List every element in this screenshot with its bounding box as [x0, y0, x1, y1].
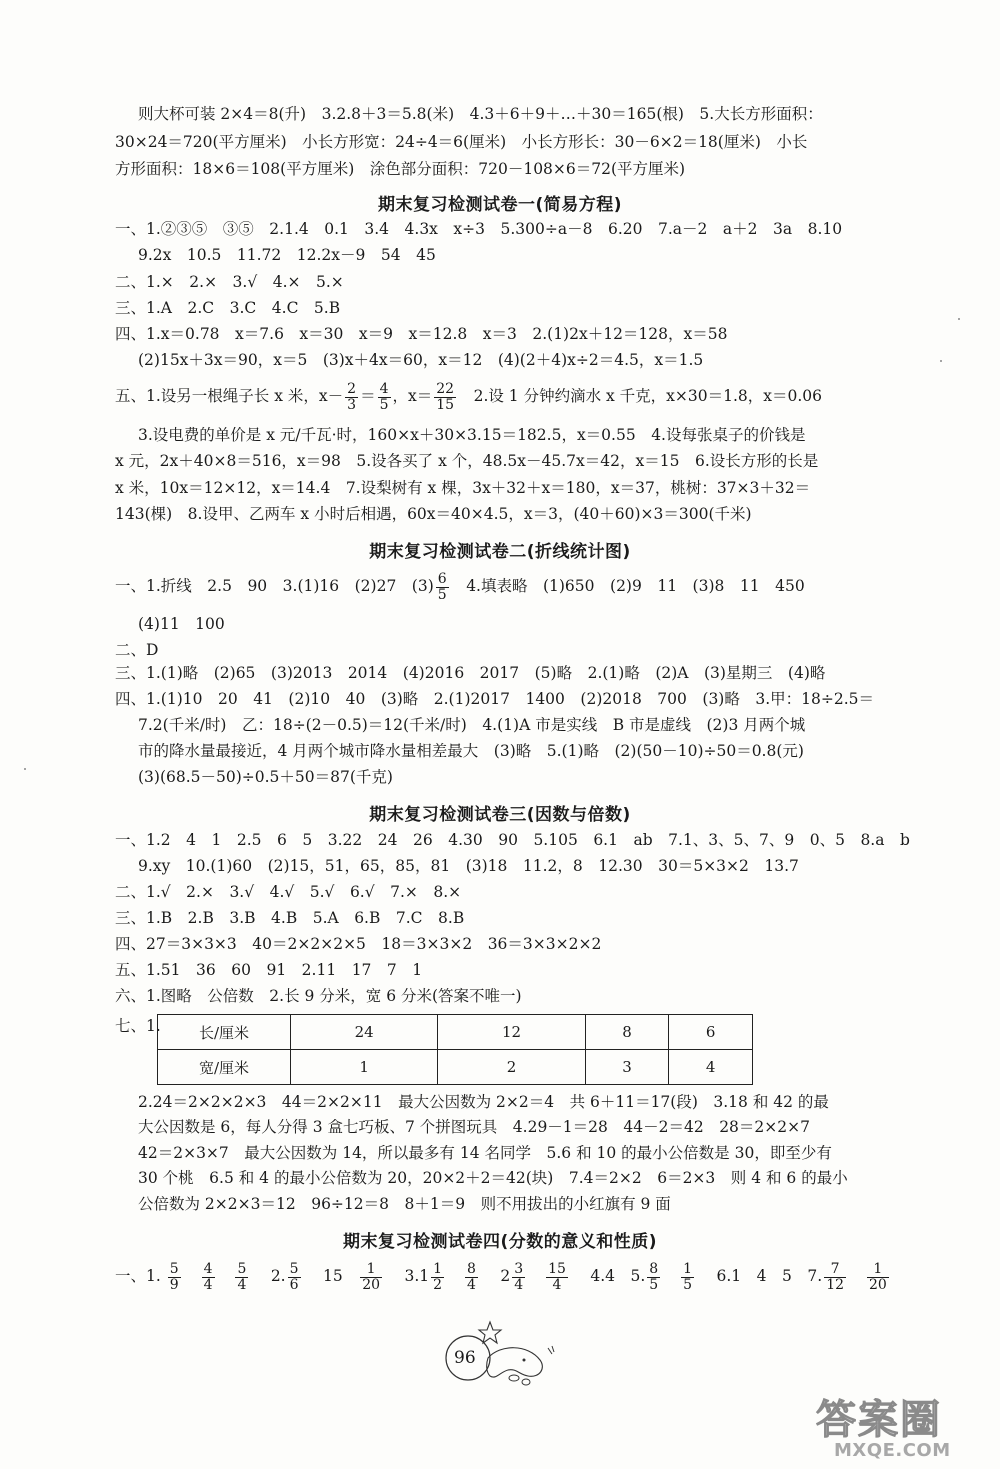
- text: 4.4 5.: [574, 1267, 646, 1286]
- text-line: (4)11 100: [138, 615, 225, 633]
- fraction: [288, 1262, 301, 1292]
- text: 一、1.: [115, 1267, 161, 1286]
- numerator: 7: [824, 1262, 846, 1278]
- numerator: 5: [289, 1261, 299, 1277]
- text-line-with-fractions: [115, 382, 822, 412]
- fraction: [546, 1262, 568, 1292]
- fraction: [465, 1262, 478, 1292]
- denominator: 5: [683, 1276, 693, 1293]
- text-line: 一、1.②③⑤ ③⑤ 2.1.4 0.1 3.4 4.3x x÷3 5.300÷a－8 6.20 7.a－2 a＋2 3a 8.10: [115, 220, 843, 238]
- section-title: 期末复习检测试卷二(折线统计图): [369, 542, 631, 562]
- text: 15: [307, 1267, 359, 1286]
- scan-speck: [24, 768, 26, 770]
- text-line: 则大杯可装 2×4＝8(升) 3.2.8＋3＝5.8(米) 4.3＋6＋9＋…＋30＝165(根) 5.大长方形面积：: [138, 105, 823, 123]
- text-line: (2)15x＋3x＝90，x＝5 (3)x＋4x＝60，x＝12 (4)(2＋4)x÷2＝4.5，x＝1.5: [138, 351, 704, 369]
- text-line: 二、1.√ 2.× 3.√ 4.√ 5.√ 6.√ 7.× 8.×: [115, 883, 462, 901]
- text: 2: [484, 1267, 511, 1286]
- numerator: 3: [514, 1261, 524, 1277]
- text-line: 五、1.51 36 60 91 2.11 17 7 1: [115, 961, 423, 979]
- fraction: [512, 1262, 525, 1292]
- section-title: 期末复习检测试卷四(分数的意义和性质): [342, 1232, 658, 1252]
- fraction: [824, 1262, 846, 1292]
- numerator: 6: [437, 571, 447, 587]
- text-line: x 元，2x＋40×8＝516，x＝98 5.设各买了 x 个，48.5x－45.7x＝42，x＝15 6.设长方形的长是: [115, 452, 819, 470]
- row-header: 长/厘米: [158, 1015, 291, 1050]
- text-line: 3.设电费的单价是 x 元/千瓦·时，160×x＋30×3.15＝182.5，x＝0.55 4.设每张桌子的价钱是: [138, 426, 806, 444]
- text-line: 六、1.图略 公倍数 2.长 9 分米，宽 6 分米(答案不唯一): [115, 987, 522, 1005]
- denominator: 5: [379, 396, 389, 413]
- table-cell: 24: [291, 1015, 438, 1050]
- fraction: [235, 1262, 248, 1292]
- watermark-text: 答案圈: [816, 1397, 942, 1443]
- fraction: [681, 1262, 694, 1292]
- text-line-with-fractions: [115, 572, 805, 602]
- text-line: 42＝2×3×7 最大公因数为 14，所以最多有 14 名同学 5.6 和 10 的最小公倍数是 30，即至少有: [138, 1144, 832, 1162]
- numerator: 15: [548, 1261, 566, 1277]
- text-line: 公倍数为 2×2×3＝12 96÷12＝8 8＋1＝9 则不用拔出的小红旗有 9 面: [138, 1195, 671, 1213]
- table-cell: 6: [669, 1015, 753, 1050]
- denominator: 4: [466, 1276, 476, 1293]
- watermark-logo: [808, 1388, 988, 1462]
- denominator: 15: [436, 396, 455, 413]
- page-number: 96: [454, 1348, 476, 1368]
- numerator: 4: [379, 381, 389, 397]
- numerator: 1: [867, 1262, 889, 1278]
- text: 一、1.折线 2.5 90 3.(1)16 (2)27 (3): [115, 577, 434, 596]
- denominator: 5: [437, 586, 447, 603]
- fraction: [867, 1262, 889, 1292]
- text-line: 大公因数是 6，每人分得 3 盒七巧板、7 个拼图玩具 4.29－1＝28 44－2＝42 28＝2×2×7: [138, 1118, 810, 1136]
- text-line: 三、1.B 2.B 3.B 4.B 5.A 6.B 7.C 8.B: [115, 909, 465, 927]
- denominator: 12: [826, 1276, 845, 1293]
- scan-speck: [940, 360, 942, 362]
- denominator: 20: [868, 1276, 887, 1293]
- numerator: 1: [360, 1262, 382, 1278]
- fraction: [647, 1262, 660, 1292]
- text-line: 四、1.(1)10 20 41 (2)10 40 (3)略 2.(1)2017 1400 (2)2018 700 (3)略 3.甲：18÷2.5＝: [115, 690, 875, 708]
- text-line: (3)(68.5－50)÷0.5＋50＝87(千克): [138, 768, 393, 786]
- dolphin-star-icon: [428, 1318, 588, 1398]
- table-row: [158, 1015, 753, 1050]
- text-line-with-fractions: [115, 1262, 891, 1292]
- text-line: 三、1.A 2.C 3.C 4.C 5.B: [115, 299, 341, 317]
- text: 3.1: [388, 1267, 430, 1286]
- text-line: 三、1.(1)略 (2)65 (3)2013 2014 (4)2016 2017 (5)略 2.(1)略 (2)A (3)星期三 (4)略: [115, 664, 826, 682]
- text-line: 四、1.x＝0.78 x＝7.6 x＝30 x＝9 x＝12.8 x＝3 2.(1)2x＋12＝128，x＝58: [115, 325, 728, 343]
- section-title: 期末复习检测试卷三(因数与倍数): [369, 805, 631, 825]
- length-width-table: [157, 1014, 753, 1085]
- fraction: [360, 1262, 382, 1292]
- scan-speck: [958, 318, 960, 320]
- numerator: 8: [649, 1261, 659, 1277]
- fraction: [431, 1262, 444, 1292]
- numerator: 5: [169, 1261, 179, 1277]
- row-header: 宽/厘米: [158, 1050, 291, 1085]
- text-line: 一、1.2 4 1 2.5 6 5 3.22 24 26 4.30 90 5.105 6.1 ab 7.1、3、5、7、9 0、5 8.a b: [115, 831, 910, 849]
- text-line: 30 个桃 6.5 和 4 的最小公倍数为 20，20×2＋2＝42(块) 7.4＝2×2 6＝2×3 则 4 和 6 的最小: [138, 1169, 848, 1187]
- table-cell: 4: [669, 1050, 753, 1085]
- text-line: 30×24＝720(平方厘米) 小长方形宽：24÷4＝6(厘米) 小长方形长：30－6×2＝18(厘米) 小长: [115, 133, 808, 151]
- numerator: 2: [347, 381, 357, 397]
- section-title: 期末复习检测试卷一(简易方程): [377, 195, 623, 215]
- numerator: 22: [436, 381, 455, 397]
- numerator: 1: [683, 1261, 693, 1277]
- text-line: 2.24＝2×2×2×3 44＝2×2×11 最大公因数为 2×2＝4 共 6＋11＝17(段) 3.18 和 42 的最: [138, 1093, 829, 1111]
- text-line: 四、27＝3×3×3 40＝2×2×2×5 18＝3×3×2 36＝3×3×2×2: [115, 935, 602, 953]
- numerator: 4: [203, 1261, 213, 1277]
- denominator: 2: [433, 1276, 443, 1293]
- fraction: [345, 382, 358, 412]
- denominator: 9: [169, 1276, 179, 1293]
- denominator: 4: [514, 1276, 524, 1293]
- table-cell: 12: [438, 1015, 585, 1050]
- table-cell: 2: [438, 1050, 585, 1085]
- text: ，x＝: [392, 387, 433, 406]
- text-line: 9.2x 10.5 11.72 12.2x－9 54 45: [138, 246, 436, 264]
- denominator: 20: [362, 1276, 381, 1293]
- table-cell: 1: [291, 1050, 438, 1085]
- denominator: 4: [552, 1276, 562, 1293]
- text: 五、1.设另一根绳子长 x 米，x－: [115, 387, 344, 406]
- denominator: 5: [649, 1276, 659, 1293]
- text-line: x 米，10x＝12×12，x＝14.4 7.设梨树有 x 棵，3x＋32＋x＝180，x＝37，桃树：37×3＋32＝: [115, 479, 811, 497]
- watermark-url: MXQE.COM: [834, 1440, 951, 1461]
- text-line: 二、1.× 2.× 3.√ 4.× 5.×: [115, 273, 344, 291]
- text: 2.: [255, 1267, 286, 1286]
- page-number-badge: [428, 1318, 508, 1382]
- text-line: 七、1.: [115, 1017, 161, 1035]
- fraction: [202, 1262, 215, 1292]
- denominator: 4: [203, 1276, 213, 1293]
- text-line: 7.2(千米/时) 乙：18÷(2－0.5)＝12(千米/时) 4.(1)A 市是实线 B 市是虚线 (2)3 月两个城: [138, 716, 806, 734]
- numerator: 8: [466, 1261, 476, 1277]
- table-row: [158, 1050, 753, 1085]
- text: ＝: [360, 387, 376, 406]
- fraction: [434, 382, 456, 412]
- text-line: 二、D: [115, 641, 159, 659]
- denominator: 6: [289, 1276, 299, 1293]
- text-line: 9.xy 10.(1)60 (2)15，51，65，85，81 (3)18 11.2，8 12.30 30＝5×3×2 13.7: [138, 857, 799, 875]
- fraction: [168, 1262, 181, 1292]
- numerator: 1: [433, 1261, 443, 1277]
- denominator: 3: [347, 396, 357, 413]
- text-line: 市的降水量最接近，4 月两个城市降水量相差最大 (3)略 5.(1)略 (2)(50－10)÷50＝0.8(元): [138, 742, 804, 760]
- denominator: 4: [237, 1276, 247, 1293]
- table-cell: 3: [585, 1050, 669, 1085]
- fraction: [436, 572, 449, 602]
- text: 4.填表略 (1)650 (2)9 11 (3)8 11 450: [450, 577, 805, 596]
- numerator: 5: [237, 1261, 247, 1277]
- text: 6.1 4 5 7.: [701, 1267, 823, 1286]
- text-line: 143(棵) 8.设甲、乙两车 x 小时后相遇，60x＝40×4.5，x＝3，(40＋60)×3＝300(千米): [115, 505, 752, 523]
- text-line: 方形面积：18×6＝108(平方厘米) 涂色部分面积：720－108×6＝72(平方厘米): [115, 160, 686, 178]
- fraction: [378, 382, 391, 412]
- text: 2.设 1 分钟约滴水 x 千克，x×30＝1.8，x＝0.06: [458, 387, 823, 406]
- table-cell: 8: [585, 1015, 669, 1050]
